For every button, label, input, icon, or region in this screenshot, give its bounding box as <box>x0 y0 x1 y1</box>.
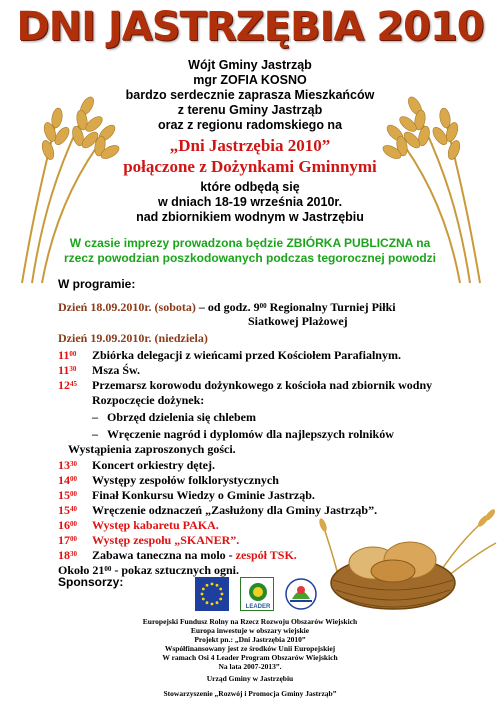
event-name: „Dni Jastrzębia 2010” <box>169 136 331 155</box>
time-hour: 18 <box>58 548 70 562</box>
time-hour: 15 <box>58 503 70 517</box>
item-text: Msza Św. <box>92 363 140 377</box>
bullet-item: – Wręczenie nagród i dyplomów dla najlepszych rolników <box>92 427 394 441</box>
sponsor-line: Projekt pn.: „Dni Jastrzębia 2010” <box>194 635 306 644</box>
item-text: Zabawa taneczna na molo - <box>92 548 236 562</box>
footer-office: Urząd Gminy w Jastrzębiu <box>206 674 294 683</box>
time-sup: 40 <box>70 505 77 513</box>
eu-flag-logo <box>195 577 229 611</box>
bullet-item: – Obrzęd dzielenia się chlebem <box>92 410 256 424</box>
program-heading: W programie: <box>58 277 136 291</box>
time-hour: 11 <box>58 363 70 377</box>
sponsor-line: Europejski Fundusz Rolny na Rzecz Rozwoju Obszarów Wiejskich <box>142 617 358 626</box>
time-hour: 11 <box>58 348 70 362</box>
collection-line: rzecz powodzian poszkodowanych podczas tegorocznej powodzi <box>63 251 437 265</box>
item-text: Około 21 <box>58 563 105 577</box>
day1-line <box>58 300 478 314</box>
item-text: Koncert orkiestry dętej. <box>92 458 215 472</box>
time-hour: 14 <box>58 473 70 487</box>
item-text: Występ zespołu „SKANER”. <box>92 533 240 547</box>
program-item <box>58 488 488 503</box>
leader-text: LEADER <box>245 604 271 610</box>
item-text: Wręczenie odznaczeń „Zasłużony dla Gminy Jastrząb”. <box>92 503 378 517</box>
day1-text: Regionalny Turniej Piłki <box>266 300 396 314</box>
day1-label: Dzień 18.09.2010r. (sobota) <box>58 300 196 314</box>
intro-line: w dniach 18-19 września 2010r. <box>157 195 343 209</box>
leader-icon <box>241 578 275 612</box>
sponsor-line: W ramach Osi 4 Leader Program Obszarów Wiejskich <box>162 653 338 662</box>
event-date-block <box>0 180 500 225</box>
day1-line-cont: Siatkowej Plażowej <box>248 314 348 328</box>
time-sup: 00 <box>259 302 267 310</box>
item-text: Zbiórka delegacji z wieńcami przed Kościołem Parafialnym. <box>92 348 401 362</box>
leader-logo <box>240 577 274 611</box>
intro-line: mgr ZOFIA KOSNO <box>193 73 307 87</box>
time-sup: 00 <box>70 520 77 528</box>
time-sup: 00 <box>70 490 77 498</box>
item-text: Finał Konkursu Wiedzy o Gminie Jastrząb. <box>92 488 315 502</box>
time-hour: 13 <box>58 458 70 472</box>
intro-line: bardzo serdecznie zaprasza Mieszkańców <box>125 88 375 102</box>
time-sup: 30 <box>70 550 77 558</box>
item-text-highlight: zespół TSK. <box>235 548 297 562</box>
time-hour: 12 <box>58 378 70 392</box>
sponsor-line: Europa inwestuje w obszary wiejskie <box>190 626 310 635</box>
program-item <box>58 348 488 363</box>
program-item <box>58 458 488 473</box>
collection-line: W czasie imprezy prowadzona będzie ZBIÓRKA PUBLICZNA na <box>69 236 431 250</box>
time-sup: 00 <box>104 565 112 573</box>
footer-association: Stowarzyszenie „Rozwój i Promocja Gminy Jastrząb” <box>163 689 337 698</box>
bullet-text: Obrzęd dzielenia się chlebem <box>107 410 256 424</box>
sponsor-text-block <box>100 617 400 671</box>
eu-stars-icon <box>195 577 229 611</box>
intro-line: które odbędą się <box>200 180 300 194</box>
item-text: Występy zespołów folklorystycznych <box>92 473 279 487</box>
item-text: Występ kabaretu PAKA. <box>92 518 219 532</box>
day2-label: Dzień 19.09.2010r. (niedziela) <box>58 331 208 345</box>
day1-text: – od godz. 9 <box>195 300 260 314</box>
item-text: Przemarsz korowodu dożynkowego z kościoła nad zbiornik wodny <box>92 378 433 392</box>
event-subtitle: połączone z Dożynkami Gminnymi <box>123 157 377 176</box>
time-hour: 17 <box>58 533 70 547</box>
intro-line: Wójt Gminy Jastrząb <box>188 58 312 72</box>
intro-block <box>0 58 500 133</box>
rural-program-icon <box>284 577 318 611</box>
rural-program-logo <box>284 577 318 611</box>
time-hour: 15 <box>58 488 70 502</box>
sponsor-line: Współfinansowany jest ze środków Unii Europejskiej <box>164 644 336 653</box>
harvest-heading: Rozpoczęcie dożynek: <box>92 393 205 407</box>
time-sup: 30 <box>70 460 77 468</box>
speeches-text: Wystąpienia zaproszonych gości. <box>68 442 236 456</box>
time-sup: 45 <box>70 380 77 388</box>
page-title: DNI JASTRZĘBIA 2010 <box>16 4 484 50</box>
time-hour: 16 <box>58 518 70 532</box>
collection-notice <box>0 236 500 266</box>
program-item <box>58 473 488 488</box>
time-sup: 00 <box>69 350 77 358</box>
intro-line: z terenu Gminy Jastrząb <box>177 103 323 117</box>
intro-line: oraz z regionu radomskiego na <box>157 118 343 132</box>
program-item <box>58 363 488 378</box>
intro-line: nad zbiornikiem wodnym w Jastrzębiu <box>136 210 364 224</box>
sponsors-heading: Sponsorzy: <box>58 575 124 589</box>
time-sup: 00 <box>70 535 77 543</box>
item-text: - pokaz sztucznych ogni. <box>111 563 240 577</box>
time-sup: 30 <box>69 365 77 373</box>
bullet-text: Wręczenie nagród i dyplomów dla najlepszych rolników <box>107 427 394 441</box>
sponsor-line: Na lata 2007-2013”. <box>218 662 282 671</box>
time-sup: 00 <box>70 475 77 483</box>
program-item <box>58 378 488 393</box>
bread-basket-image <box>318 505 498 617</box>
